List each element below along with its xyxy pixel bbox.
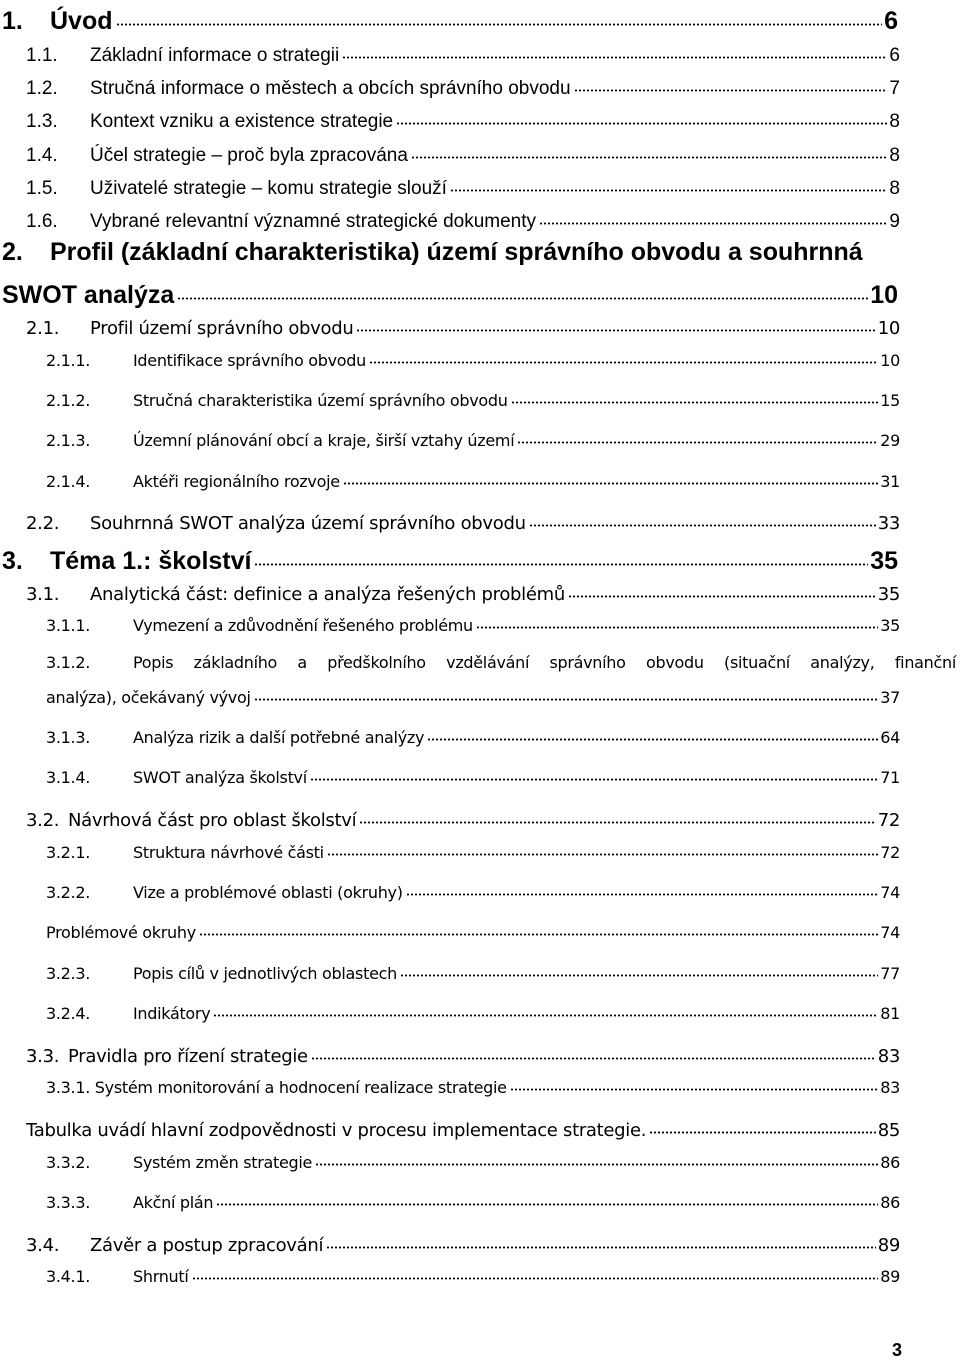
toc-number: 1.5. xyxy=(26,178,58,199)
toc-entry-problem-areas[interactable] xyxy=(46,922,900,941)
toc-leader-dots xyxy=(192,1266,879,1282)
toc-number: 3.1.4. xyxy=(46,768,90,787)
toc-leader-dots xyxy=(315,1152,878,1168)
toc-entry-3-2-2[interactable] xyxy=(46,882,900,901)
toc-page: 10 xyxy=(880,351,900,370)
toc-entry-3-2[interactable] xyxy=(26,808,900,830)
toc-page: 8 xyxy=(889,145,900,166)
toc-leader-dots xyxy=(343,471,878,487)
toc-leader-dots xyxy=(427,727,878,743)
toc-entry-1-4[interactable] xyxy=(26,142,900,165)
toc-entry-2-line2[interactable] xyxy=(2,278,898,308)
toc-title: Vybrané relevantní významné strategické dokumenty xyxy=(90,211,537,232)
toc-leader-dots xyxy=(199,922,878,938)
toc-page: 15 xyxy=(880,391,900,410)
toc-title: SWOT analýza školství xyxy=(133,768,307,787)
toc-entry-1[interactable] xyxy=(2,4,898,34)
toc-page: 89 xyxy=(877,1235,900,1256)
toc-title-with-number xyxy=(46,1080,507,1096)
toc-entry-table-note[interactable] xyxy=(26,1118,900,1140)
toc-entry-3-1-2-line2[interactable] xyxy=(46,687,900,706)
toc-title: Popis základního a předškolního vzdělávání správního obvodu (situační analýzy, finanční xyxy=(133,653,956,672)
toc-title: Vize a problémové oblasti (okruhy) xyxy=(133,883,403,902)
toc-number: 3.2.4. xyxy=(46,1004,90,1023)
toc-number: 1.1. xyxy=(26,45,58,66)
toc-page: 64 xyxy=(880,728,900,747)
toc-number: 3.3. xyxy=(26,1046,60,1067)
toc-number: 2.1.3. xyxy=(46,431,90,450)
toc-entry-2-1-1[interactable] xyxy=(46,350,900,369)
toc-number: 1.6. xyxy=(26,211,58,232)
toc-page: 8 xyxy=(889,111,900,132)
toc-page: 37 xyxy=(880,688,900,707)
toc-page: 72 xyxy=(880,843,900,862)
toc-leader-dots xyxy=(177,278,868,303)
toc-entry-3-2-3[interactable] xyxy=(46,963,900,982)
toc-title: Profil (základní charakteristika) území správního obvodu a souhrnná xyxy=(50,238,863,266)
toc-title: Vymezení a zdůvodnění řešeného problému xyxy=(133,616,473,635)
toc-title: Analytická část: definice a analýza řešených problémů xyxy=(90,584,565,605)
toc-leader-dots xyxy=(310,767,878,783)
toc-leader-dots xyxy=(311,1044,876,1062)
toc-entry-3-3-3[interactable] xyxy=(46,1192,900,1211)
toc-title: Profil území správního obvodu xyxy=(90,318,354,339)
toc-title-continued: analýza), očekávaný vývoj xyxy=(46,688,251,707)
toc-leader-dots xyxy=(510,1077,879,1093)
toc-page: 83 xyxy=(880,1078,900,1097)
toc-title: Souhrnná SWOT analýza území správního obvodu xyxy=(90,513,526,534)
toc-number: 3.2.2. xyxy=(46,883,90,902)
toc-entry-1-5[interactable] xyxy=(26,175,900,198)
toc-leader-dots xyxy=(406,882,879,898)
toc-number: 2. xyxy=(2,238,23,266)
toc-page: 89 xyxy=(880,1267,900,1286)
toc-page: 86 xyxy=(880,1153,900,1172)
toc-entry-2-1-3[interactable] xyxy=(46,430,900,449)
toc-entry-2-1-2[interactable] xyxy=(46,390,900,409)
toc-page: 86 xyxy=(880,1193,900,1212)
toc-leader-dots xyxy=(476,615,878,631)
toc-page: 35 xyxy=(880,616,900,635)
toc-title: Analýza rizik a další potřebné analýzy xyxy=(133,728,425,747)
toc-title: Struktura návrhové části xyxy=(133,843,324,862)
toc-leader-dots xyxy=(369,350,878,366)
toc-entry-3-1[interactable] xyxy=(26,582,900,604)
toc-number: 3.3.1. xyxy=(46,1078,90,1097)
toc-number: 2.1.2. xyxy=(46,391,90,410)
toc-title: Problémové okruhy xyxy=(46,923,196,942)
toc-number: 3.1. xyxy=(26,584,60,605)
toc-entry-1-1[interactable] xyxy=(26,42,900,65)
toc-leader-dots xyxy=(116,4,883,29)
toc-entry-2-2[interactable] xyxy=(26,511,900,533)
toc-number: 2.1.4. xyxy=(46,472,90,491)
toc-title: Téma 1.: školství xyxy=(50,547,252,575)
toc-leader-dots xyxy=(326,1233,875,1251)
toc-entry-3-4-1[interactable] xyxy=(46,1266,900,1285)
toc-number: 3. xyxy=(2,547,23,575)
toc-entry-2-1[interactable] xyxy=(26,316,900,338)
toc-title: Účel strategie – proč byla zpracována xyxy=(90,145,408,166)
toc-entry-3[interactable] xyxy=(2,544,898,574)
toc-leader-dots xyxy=(327,842,878,858)
toc-number: 3.1.1. xyxy=(46,616,90,635)
toc-title: Základní informace o strategii xyxy=(90,45,340,66)
toc-leader-dots xyxy=(574,75,888,94)
toc-title: Kontext vzniku a existence strategie xyxy=(90,111,394,132)
toc-entry-3-3[interactable] xyxy=(26,1044,900,1066)
toc-title: Systém monitorování a hodnocení realizace strategie xyxy=(94,1078,507,1097)
toc-number: 3.3.3. xyxy=(46,1193,90,1212)
toc-page: 29 xyxy=(880,431,900,450)
toc-entry-3-2-1[interactable] xyxy=(46,842,900,861)
toc-leader-dots xyxy=(356,316,875,334)
toc-page: 35 xyxy=(877,584,900,605)
toc-number: 3.4. xyxy=(26,1235,60,1256)
toc-leader-dots xyxy=(450,175,887,194)
toc-title: Územní plánování obcí a kraje, širší vztahy území xyxy=(133,431,515,450)
toc-entry-1-6[interactable] xyxy=(26,208,900,231)
toc-leader-dots xyxy=(359,808,875,826)
toc-number: 3.2. xyxy=(26,810,60,831)
toc-title: Akční plán xyxy=(133,1193,214,1212)
toc-page: 35 xyxy=(870,547,898,575)
toc-title: Závěr a postup zpracování xyxy=(90,1235,324,1256)
toc-leader-dots xyxy=(216,1192,878,1208)
toc-title: Popis cílů v jednotlivých oblastech xyxy=(133,964,397,983)
toc-page: 77 xyxy=(880,964,900,983)
toc-page: 6 xyxy=(884,7,898,35)
toc-page: 83 xyxy=(877,1046,900,1067)
toc-entry-2-line1[interactable] xyxy=(2,240,958,265)
toc-page: 10 xyxy=(870,281,898,309)
toc-page: 71 xyxy=(880,768,900,787)
toc-number: 3.3.2. xyxy=(46,1153,90,1172)
toc-leader-dots xyxy=(396,108,887,127)
toc-number: 1.3. xyxy=(26,111,58,132)
toc-title: Indikátory xyxy=(133,1004,211,1023)
toc-number: 2.2. xyxy=(26,513,60,534)
toc-entry-3-3-2[interactable] xyxy=(46,1152,900,1171)
toc-number: 3.4.1. xyxy=(46,1267,90,1286)
toc-number: 3.2.1. xyxy=(46,843,90,862)
toc-number: 3.1.3. xyxy=(46,728,90,747)
toc-entry-3-2-4[interactable] xyxy=(46,1003,900,1022)
toc-leader-dots xyxy=(511,390,879,406)
toc-number: 1. xyxy=(2,7,23,35)
toc-entry-3-1-4[interactable] xyxy=(46,767,900,786)
toc-number: 2.1.1. xyxy=(46,351,90,370)
toc-number: 2.1. xyxy=(26,318,60,339)
toc-title: Aktéři regionálního rozvoje xyxy=(133,472,340,491)
toc-number: 1.4. xyxy=(26,145,58,166)
toc-title: Návrhová část pro oblast školství xyxy=(68,810,357,831)
page-number: 3 xyxy=(891,1340,902,1360)
toc-page: 8 xyxy=(889,178,900,199)
toc-leader-dots xyxy=(400,963,878,979)
toc-title: Stručná informace o městech a obcích správního obvodu xyxy=(90,78,571,99)
toc-leader-dots xyxy=(649,1118,875,1136)
toc-title: Identifikace správního obvodu xyxy=(133,351,366,370)
toc-leader-dots xyxy=(254,544,868,569)
toc-entry-3-1-1[interactable] xyxy=(46,615,900,634)
toc-page: 74 xyxy=(880,883,900,902)
toc-page: 7 xyxy=(889,78,900,99)
toc-page: 81 xyxy=(880,1004,900,1023)
toc-number: 3.2.3. xyxy=(46,964,90,983)
toc-leader-dots xyxy=(529,511,876,529)
toc-page: 9 xyxy=(889,211,900,232)
toc-entry-3-4[interactable] xyxy=(26,1233,900,1255)
toc-page: 72 xyxy=(877,810,900,831)
toc-title: Stručná charakteristika území správního obvodu xyxy=(133,391,508,410)
toc-title: Systém změn strategie xyxy=(133,1153,313,1172)
toc-title: Úvod xyxy=(50,7,113,35)
toc-entry-3-1-2-line1[interactable] xyxy=(46,655,956,671)
toc-page: 31 xyxy=(880,472,900,491)
toc-leader-dots xyxy=(342,42,887,61)
toc-leader-dots xyxy=(411,142,888,161)
toc-entry-3-3-1[interactable] xyxy=(46,1077,900,1096)
toc-page: 74 xyxy=(880,923,900,942)
toc-entry-3-1-3[interactable] xyxy=(46,727,900,746)
toc-title: Tabulka uvádí hlavní zodpovědnosti v procesu implementace strategie. xyxy=(26,1120,647,1141)
toc-entry-1-3[interactable] xyxy=(26,108,900,131)
toc-number: 3.1.2. xyxy=(46,653,90,672)
toc-leader-dots xyxy=(254,687,879,703)
toc-leader-dots xyxy=(213,1003,878,1019)
toc-leader-dots xyxy=(517,430,878,446)
toc-page: 85 xyxy=(877,1120,900,1141)
toc-leader-dots xyxy=(539,208,887,227)
toc-title: Uživatelé strategie – komu strategie slouží xyxy=(90,178,447,199)
toc-page: 10 xyxy=(877,318,900,339)
toc-entry-1-2[interactable] xyxy=(26,75,900,98)
toc-entry-2-1-4[interactable] xyxy=(46,471,900,490)
toc-title: Shrnutí xyxy=(133,1267,189,1286)
toc-page: 33 xyxy=(877,513,900,534)
toc-title-continued: SWOT analýza xyxy=(2,281,175,309)
toc-leader-dots xyxy=(568,582,876,600)
toc-number: 1.2. xyxy=(26,78,58,99)
toc-title: Pravidla pro řízení strategie xyxy=(68,1046,308,1067)
toc-page: 6 xyxy=(889,45,900,66)
